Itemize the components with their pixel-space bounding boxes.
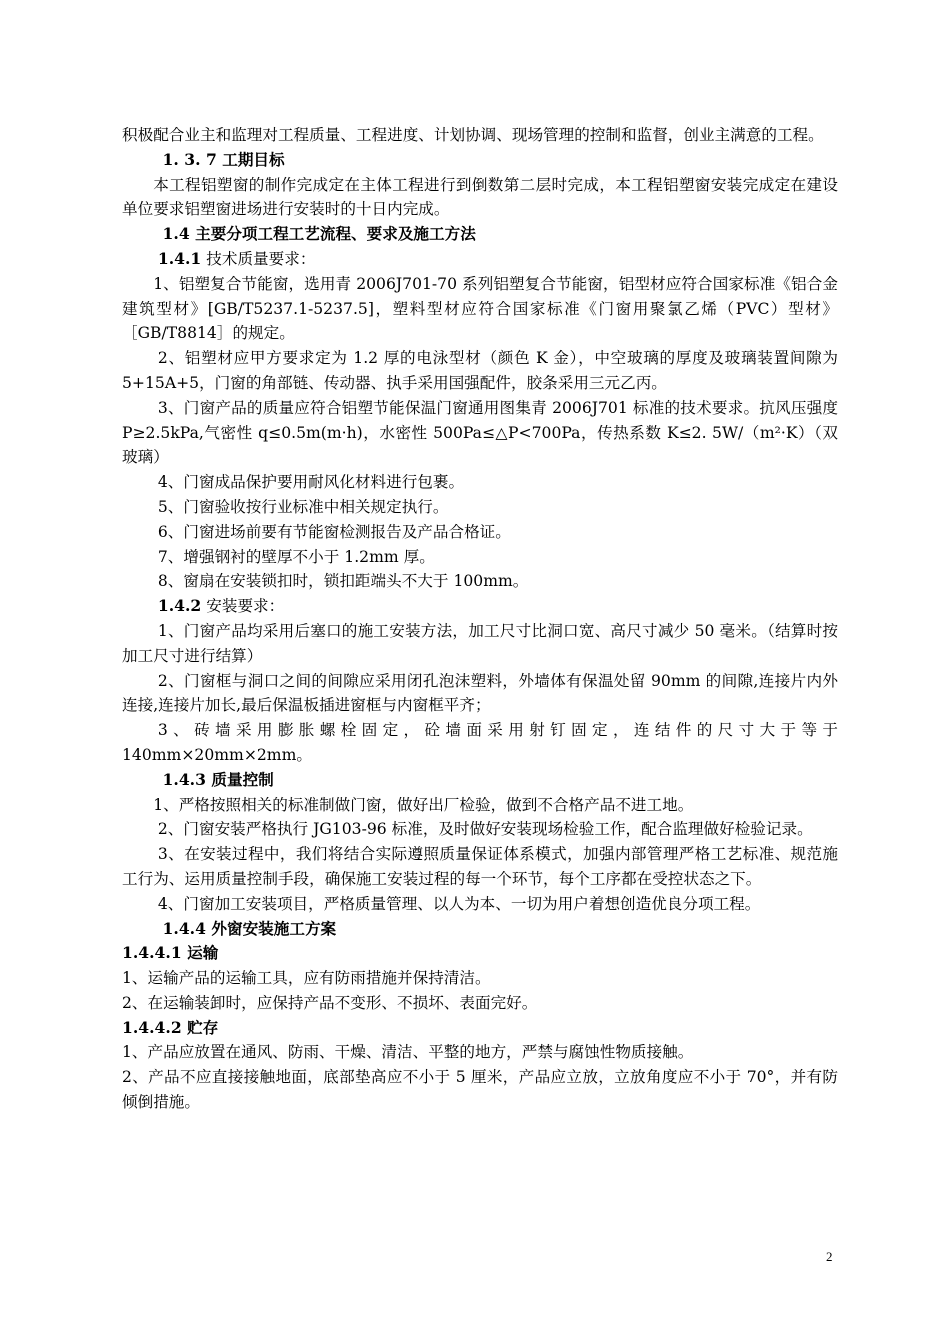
- paragraph: [122, 669, 838, 719]
- paragraph: [122, 966, 838, 991]
- paragraph-text: 7、增强钢衬的壁厚不小于 1.2mm 厚。: [157, 547, 435, 566]
- paragraph: [122, 892, 838, 917]
- paragraph: [122, 793, 838, 818]
- paragraph-text: 2、门窗安装严格执行 JG103-96 标准，及时做好安装现场检验工作，配合监理做好检验记录。: [157, 820, 813, 839]
- paragraph: [122, 495, 838, 520]
- paragraph-text: 积极配合业主和监理对工程质量、工程进度、计划协调、现场管理的控制和监督，创业主满意的工程。: [122, 126, 824, 144]
- paragraph-text: 4、门窗加工安装项目，严格质量管理、以人为本、一切为用户着想创造优良分项工程。: [157, 894, 761, 913]
- paragraph-text: 3、在安装过程中，我们将结合实际遵照质量保证体系模式，加强内部管理严格工艺标准、规范施工行为、运用质量控制手段，确保施工安装过程的每一个环节，每个工序都在受控状态之下。: [122, 845, 838, 888]
- paragraph: [122, 941, 838, 966]
- paragraph-text: 4、门窗成品保护要用耐风化材料进行包裹。: [157, 473, 465, 492]
- paragraph-text: 6、门窗进场前要有节能窗检测报告及产品合格证。: [157, 522, 511, 541]
- paragraph: [122, 470, 838, 495]
- paragraph: [122, 1016, 838, 1041]
- paragraph-text: 1、门窗产品均采用后塞口的施工安装方法，加工尺寸比洞口宽、高尺寸减少 50 毫米。（结算时按加工尺寸进行结算）: [122, 621, 838, 665]
- paragraph-text: 3、砖墙采用膨胀螺栓固定，砼墙面采用射钉固定，连结件的尺寸大于等于 140mm×20mm×2mm。: [122, 721, 838, 764]
- paragraph-text: 技术质量要求：: [201, 249, 316, 268]
- paragraph: [122, 247, 838, 272]
- section-number: 1.4.2: [157, 596, 202, 616]
- paragraph-text: 5、门窗验收按行业标准中相关规定执行。: [157, 497, 449, 516]
- paragraph: [122, 1065, 838, 1115]
- paragraph: [122, 148, 838, 173]
- paragraph: [122, 569, 838, 594]
- paragraph: [122, 718, 838, 768]
- paragraph: [122, 272, 838, 346]
- paragraph: [122, 545, 838, 570]
- paragraph-text: 3、门窗产品的质量应符合铝塑节能保温门窗通用图集青 2006J701 标准的技术要求。抗风压强度 P≥2.5kPa,气密性 q≤0.5m(m·h)，水密性 500Pa≤△P<700Pa，传热系数 K≤2. 5W/（m²·K）（双玻璃）: [122, 398, 838, 467]
- paragraph: [122, 1040, 838, 1065]
- paragraph-text: 1.4.3 质量控制: [162, 769, 274, 789]
- paragraph: [122, 396, 838, 470]
- paragraph-text: 1.4 主要分项工程工艺流程、要求及施工方法: [162, 224, 476, 244]
- document-body: [122, 123, 838, 1115]
- paragraph-text: 1.4.4.1 运输: [122, 943, 219, 963]
- paragraph-text: 2、在运输装卸时，应保持产品不变形、不损坏、表面完好。: [122, 993, 538, 1012]
- paragraph: [122, 123, 838, 148]
- paragraph: [122, 991, 838, 1016]
- paragraph: [122, 346, 838, 396]
- paragraph: [122, 619, 838, 669]
- paragraph-text: 安装要求：: [201, 597, 285, 616]
- paragraph: [122, 768, 838, 793]
- paragraph: [122, 917, 838, 942]
- paragraph-text: 1. 3. 7 工期目标: [162, 149, 285, 169]
- section-number: 1.4.1: [157, 248, 202, 268]
- paragraph-text: 1、严格按照相关的标准制做门窗，做好出厂检验，做到不合格产品不进工地。: [153, 795, 694, 814]
- paragraph-text: 1.4.4.2 贮存: [122, 1017, 219, 1037]
- paragraph: [122, 520, 838, 545]
- paragraph-text: 2、门窗框与洞口之间的间隙应采用闭孔泡沫塑料，外墙体有保温处留 90mm 的间隙,连接片内外连接,连接片加长,最后保温板插进窗框与内窗框平齐；: [122, 671, 838, 715]
- paragraph-text: 2、铝塑材应甲方要求定为 1.2 厚的电泳型材（颜色 K 金），中空玻璃的厚度及玻璃装置间隙为 5+15A+5，门窗的角部链、传动器、执手采用国强配件，胶条采用三元乙丙。: [122, 349, 838, 392]
- paragraph: [122, 173, 838, 223]
- paragraph-text: 本工程铝塑窗的制作完成定在主体工程进行到倒数第二层时完成，本工程铝塑窗安装完成定在建设单位要求铝塑窗进场进行安装时的十日内完成。: [122, 175, 838, 219]
- paragraph-text: 1、铝塑复合节能窗，选用青 2006J701-70 系列铝塑复合节能窗，铝型材应符合国家标准《铝合金建筑型材》[GB/T5237.1-5237.5]，塑料型材应符合国家标准《门窗用聚氯乙烯（PVC）型材》［GB/T8814］的规定。: [122, 274, 838, 343]
- paragraph-text: 1.4.4 外窗安装施工方案: [162, 918, 337, 938]
- paragraph: [122, 594, 838, 619]
- paragraph-text: 8、窗扇在安装锁扣时，锁扣距端头不大于 100mm。: [157, 572, 529, 591]
- page-number: 2: [826, 1249, 833, 1264]
- paragraph: [122, 817, 838, 842]
- paragraph-text: 2、产品不应直接接触地面，底部垫高应不小于 5 厘米，产品应立放，立放角度应不小于 70°，并有防倾倒措施。: [122, 1068, 838, 1112]
- paragraph: [122, 222, 838, 247]
- paragraph-text: 1、产品应放置在通风、防雨、干燥、清洁、平整的地方，严禁与腐蚀性物质接触。: [122, 1043, 694, 1062]
- paragraph: [122, 842, 838, 892]
- paragraph-text: 1、运输产品的运输工具，应有防雨措施并保持清洁。: [122, 969, 491, 988]
